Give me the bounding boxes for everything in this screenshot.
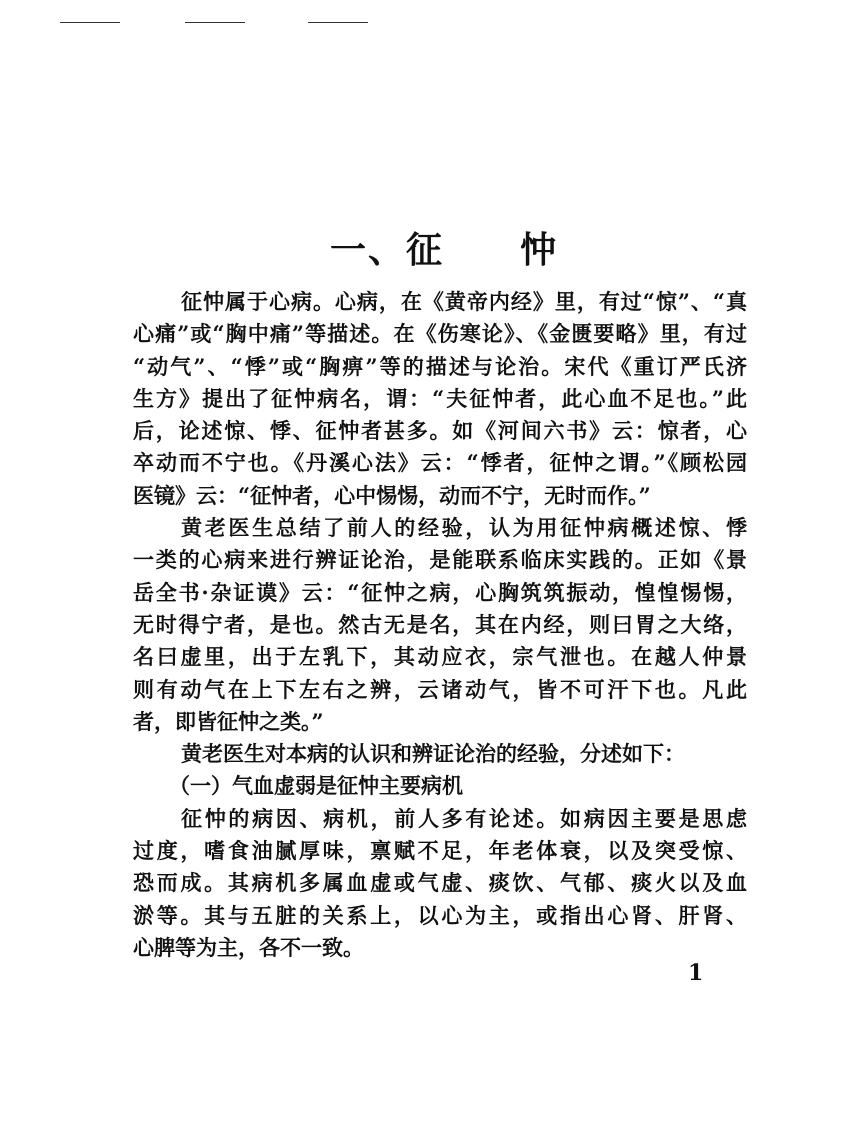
- text-line: 则有动气在上下左右之辨，云诸动气，皆不可汗下也。凡此: [133, 676, 747, 702]
- text-line: 无时得宁者，是也。然古无是名，其在内经，则曰胃之大络，: [133, 611, 747, 637]
- header-rule: [308, 22, 368, 23]
- text-line: 生方》提出了征忡病名，谓：“夫征忡者，此心血不足也。”此: [133, 385, 747, 411]
- text-line: 征忡属于心病。心病，在《黄帝内经》里，有过“惊”、“真: [181, 289, 747, 314]
- text-line: 过度，嗜食油腻厚味，禀赋不足，年老体衰，以及突受惊、: [133, 838, 747, 864]
- page-number: 1: [688, 960, 704, 986]
- section-heading: （一）气血虚弱是征忡主要病机: [169, 773, 463, 799]
- text-line: 淤等。其与五脏的关系上，以心为主，或指出心肾、肝肾、: [133, 902, 747, 928]
- text-line: 恐而成。其病机多属血虚或气虚、痰饮、气郁、痰火以及血: [133, 870, 747, 896]
- page-body: [133, 286, 747, 964]
- text-line: 岳全书·杂证谟》云：“征忡之病，心胸筑筑振动，惶惶惕惕，: [133, 579, 747, 605]
- paragraph-3: [133, 738, 747, 770]
- text-line: 医镜》云：“征忡者，心中惕惕，动而不宁，无时而作。”: [133, 482, 651, 508]
- text-line: 一类的心病来进行辨证论治，是能联系临床实践的。正如《景: [133, 547, 747, 573]
- text-line: 后，论述惊、悸、征忡者甚多。如《河间六书》云：惊者，心: [133, 418, 747, 444]
- text-line: 者，即皆征忡之类。”: [133, 708, 324, 734]
- text-line: 心痛”或“胸中痛”等描述。在《伤寒论》、《金匮要略》里，有过: [133, 321, 747, 347]
- text-line: 黄老医生对本病的认识和辨证论治的经验，分述如下：: [181, 741, 685, 767]
- text-line: 黄老医生总结了前人的经验，认为用征忡病概述惊、悸: [181, 515, 747, 541]
- paragraph-1: [133, 286, 747, 512]
- text-line: 心脾等为主，各不一致。: [133, 934, 364, 960]
- text-line: 名曰虚里，出于左乳下，其动应衣，宗气泄也。在越人仲景: [133, 644, 747, 670]
- header-rule: [185, 22, 245, 23]
- paragraph-2: [133, 512, 747, 738]
- text-line: “动气”、“悸”或“胸痹”等的描述与论治。宋代《重订严氏济: [133, 353, 747, 379]
- chapter-title: 一、征 忡: [330, 229, 559, 271]
- text-line: 卒动而不宁也。《丹溪心法》云：“悸者，征忡之谓。”《顾松园: [133, 450, 747, 476]
- header-rule: [60, 22, 120, 23]
- paragraph-4: [133, 803, 747, 964]
- text-line: 征忡的病因、病机，前人多有论述。如病因主要是思虑: [181, 805, 747, 831]
